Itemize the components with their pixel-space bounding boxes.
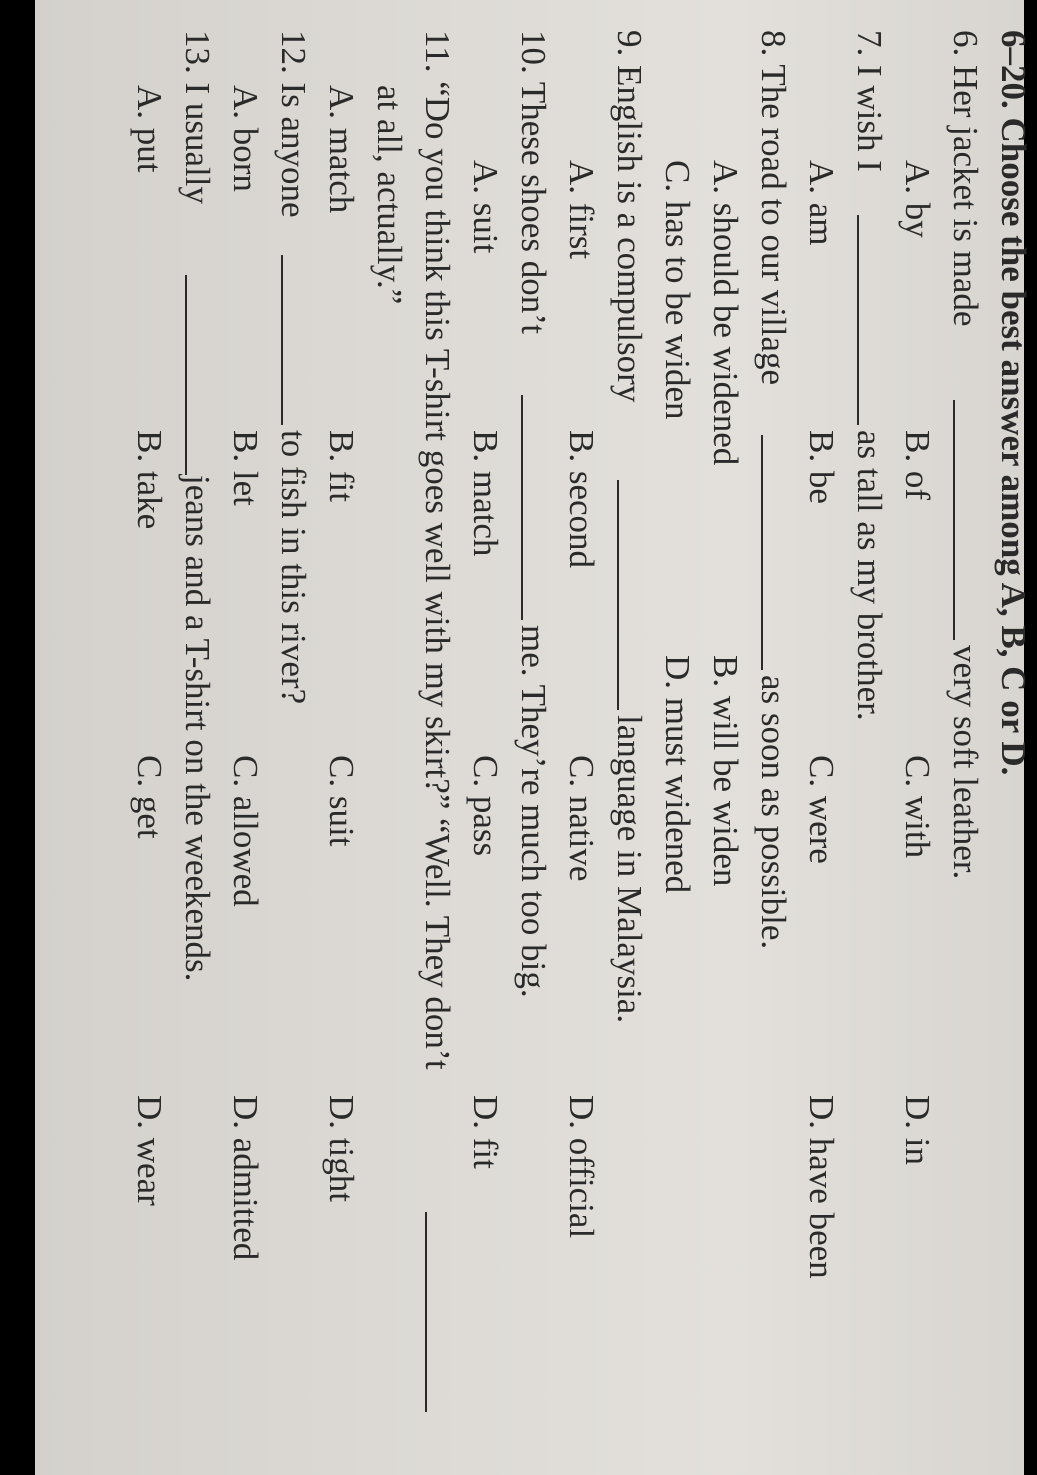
question-11-blank[interactable] (425, 1212, 457, 1412)
question-10-stem: 10. These shoes don’t (514, 30, 553, 334)
option-d[interactable]: D. have been (802, 1095, 841, 1279)
option-a[interactable]: A. first (562, 160, 601, 260)
question-13-stem-end: jeans and a T-shirt on the weekends. (178, 475, 217, 982)
option-a[interactable]: A. by (898, 160, 937, 238)
question-11-stem: 11. “Do you think this T-shirt goes well with my skirt?” “Well. They don’t (418, 30, 457, 1070)
option-b[interactable]: B. take (130, 430, 169, 530)
question-8-stem-end: as soon as possible. (754, 675, 793, 950)
option-a[interactable]: A. match (322, 85, 361, 214)
question-13-blank[interactable] (185, 275, 217, 475)
question-8-stem: 8. The road to our village (754, 30, 793, 386)
option-c[interactable]: C. with (898, 755, 937, 859)
question-12-stem-end: to fish in this river? (274, 430, 313, 705)
question-12-blank[interactable] (281, 255, 313, 425)
question-6-blank[interactable] (953, 400, 985, 640)
option-c[interactable]: C. has to be widen (658, 160, 697, 420)
option-b[interactable]: B. will be widen (706, 655, 745, 887)
question-9-blank[interactable] (617, 480, 649, 710)
option-d[interactable]: D. admitted (226, 1095, 265, 1261)
option-b[interactable]: B. be (802, 430, 841, 504)
option-a[interactable]: A. suit (466, 160, 505, 254)
question-6-stem: 6. Her jacket is made (946, 30, 985, 327)
exercise-title-text: 6–20. Choose the best answer among A, B, C or D. (994, 30, 1033, 776)
option-d[interactable]: D. must widened (658, 655, 697, 894)
question-8-blank[interactable] (761, 435, 793, 670)
question-10-stem-end: me. They’re much too big. (514, 625, 553, 998)
option-b[interactable]: B. fit (322, 430, 361, 502)
question-13-stem: 13. I usually (178, 30, 217, 205)
option-b[interactable]: B. of (898, 430, 937, 500)
option-b[interactable]: B. match (466, 430, 505, 557)
question-6-stem-end: very soft leather. (946, 645, 985, 880)
option-d[interactable]: D. official (562, 1095, 601, 1239)
option-c[interactable]: C. native (562, 755, 601, 882)
option-c[interactable]: C. suit (322, 755, 361, 847)
paper-sheet (35, 0, 1033, 1475)
option-a[interactable]: A. put (130, 85, 169, 173)
question-9-stem-end: language in Malaysia. (610, 715, 649, 1024)
option-a[interactable]: A. should be widened (706, 160, 745, 466)
question-7-stem-end: as tall as my brother. (850, 430, 889, 721)
option-c[interactable]: C. get (130, 755, 169, 839)
option-d[interactable]: D. fit (466, 1095, 505, 1169)
option-c[interactable]: C. allowed (226, 755, 265, 907)
option-a[interactable]: A. am (802, 160, 841, 246)
question-7-stem: 7. I wish I (850, 30, 889, 172)
question-9-stem: 9. English is a compulsory (610, 30, 649, 403)
question-11-stem-end: at all, actually.” (370, 85, 409, 305)
exercise-sheet (77, 30, 1037, 1450)
question-12-stem: 12. Is anyone (274, 30, 313, 218)
option-a[interactable]: A. born (226, 85, 265, 192)
option-c[interactable]: C. were (802, 755, 841, 864)
option-b[interactable]: B. let (226, 430, 265, 506)
question-7-blank[interactable] (857, 215, 889, 425)
option-d[interactable]: D. in (898, 1095, 937, 1165)
option-c[interactable]: C. pass (466, 755, 505, 857)
question-10-blank[interactable] (521, 395, 553, 620)
option-b[interactable]: B. second (562, 430, 601, 569)
option-d[interactable]: D. tight (322, 1095, 361, 1202)
option-d[interactable]: D. wear (130, 1095, 169, 1206)
